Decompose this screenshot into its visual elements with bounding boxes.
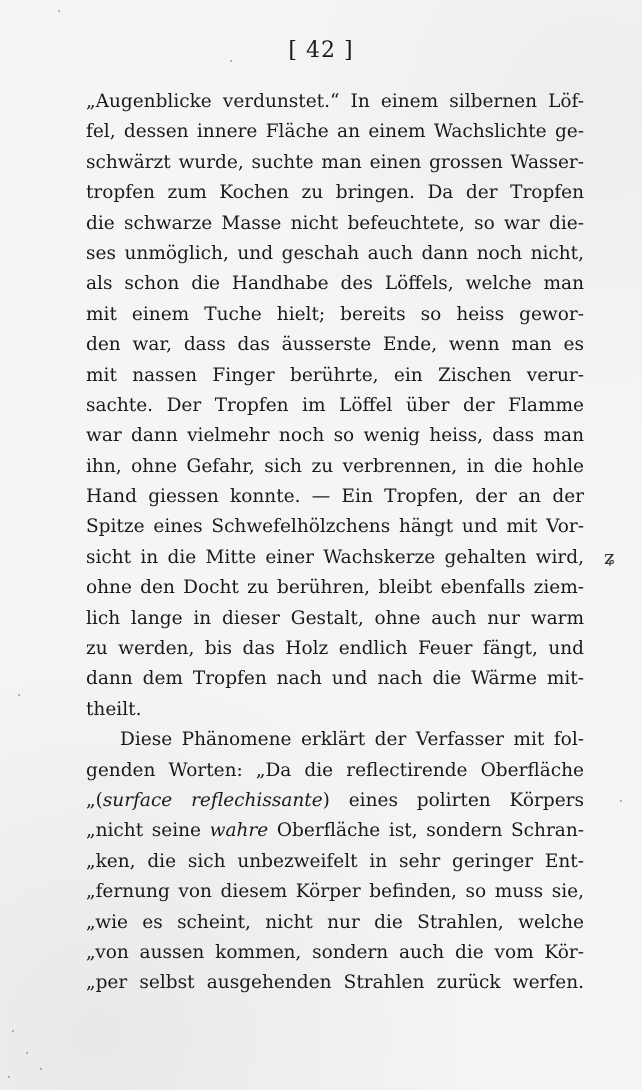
text-line: als schon die Handhabe des Löffels, welche man: [86, 273, 584, 295]
text-line: war dann vielmehr noch so wenig heiss, dass man: [86, 425, 584, 447]
text-line-italic-phrase: „(surface reflechissante) eines polirten Körpers: [86, 789, 584, 811]
text-line: ohne den Docht zu berühren, bleibt ebenfalls ziem-: [86, 577, 584, 599]
paper-speck: [26, 1052, 28, 1054]
text-line: mit nassen Finger berührte, ein Zischen verur-: [86, 364, 584, 386]
paper-speck: [620, 800, 622, 802]
text-line: lich lange in dieser Gestalt, ohne auch nur warm: [86, 607, 584, 629]
text-line: ihn, ohne Gefahr, sich zu verbrennen, in die hohle: [86, 455, 584, 477]
margin-mark: ʑ: [604, 545, 616, 569]
text-line: sachte. Der Tropfen im Löffel über der Flamme: [86, 394, 584, 416]
text-line: „ken, die sich unbezweifelt in sehr geringer Ent-: [86, 850, 584, 872]
text-line: mit einem Tuche hielt; bereits so heiss gewor-: [86, 303, 584, 325]
text-line: dann dem Tropfen nach und nach die Wärme mit-: [86, 668, 584, 690]
text-line: fel, dessen innere Fläche an einem Wachslichte ge-: [86, 121, 584, 143]
body-text: [86, 87, 584, 999]
text-line: „per selbst ausgehenden Strahlen zurück werfen.: [86, 972, 584, 994]
text-line: ses unmöglich, und geschah auch dann noch nicht,: [86, 242, 584, 264]
text-line: tropfen zum Kochen zu bringen. Da der Tropfen: [86, 182, 584, 204]
paper-speck: [18, 694, 20, 696]
text-line-italic-word: „nicht seine wahre Oberfläche ist, sondern Schran-: [86, 820, 584, 842]
paper-speck: [58, 10, 60, 12]
italic-word: wahre: [209, 820, 269, 842]
text-line: schwärzt wurde, suchte man einen grossen Wasser-: [86, 151, 584, 173]
page-number: [ 42 ]: [288, 38, 354, 63]
text-line: Diese Phänomene erklärt der Verfasser mit fol-: [120, 729, 584, 751]
paper-speck: [230, 60, 232, 62]
text-line: sicht in die Mitte einer Wachskerze gehalten wird,: [86, 546, 584, 568]
text-line: den war, dass das äusserste Ende, wenn man es: [86, 334, 584, 356]
text-line: „Augenblicke verdunstet.“ In einem silbernen Löf-: [86, 91, 584, 112]
text-line: Spitze eines Schwefelhölzchens hängt und mit Vor-: [86, 516, 584, 538]
text-line: Hand giessen konnte. — Ein Tropfen, der an der: [86, 486, 584, 508]
italic-phrase: surface reflechissante: [102, 789, 323, 811]
text-line: „von aussen kommen, sondern auch die vom Kör-: [86, 941, 584, 963]
paper-speck: [12, 1030, 14, 1032]
text-line: zu werden, bis das Holz endlich Feuer fängt, und: [86, 638, 584, 660]
text-line: die schwarze Masse nicht befeuchtete, so war die-: [86, 212, 584, 234]
text-line: genden Worten: „Da die reflectirende Oberfläche: [86, 759, 584, 781]
paper-speck: [8, 1076, 10, 1078]
text-line: „fernung von diesem Körper befinden, so muss sie,: [86, 881, 584, 903]
paper-speck: [40, 1068, 42, 1070]
text-line: „wie es scheint, nicht nur die Strahlen, welche: [86, 911, 584, 933]
text-line: theilt.: [86, 698, 142, 720]
